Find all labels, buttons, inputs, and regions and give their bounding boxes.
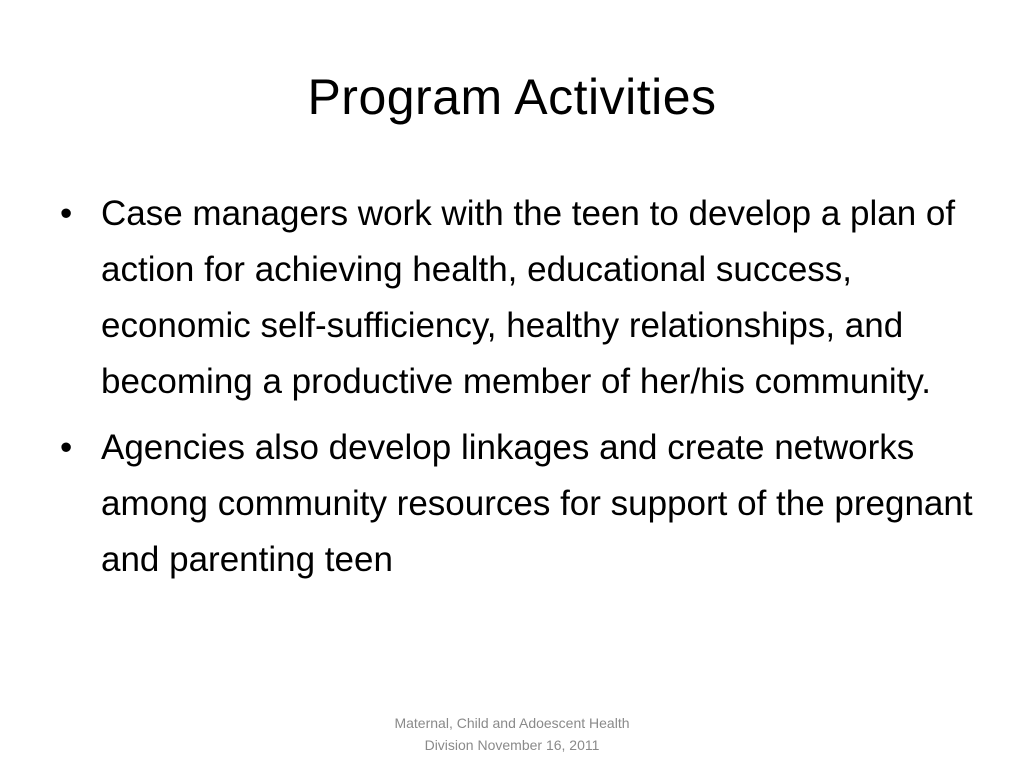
footer-line: Division November 16, 2011	[424, 737, 600, 753]
bullet-text: Case managers work with the teen to develop a plan of action for achieving health, educational success, economic self-sufficiency, healthy relationships, and becoming a productive member of her/his community.	[101, 194, 956, 401]
footer-line: Maternal, Child and Adoescent Health	[394, 715, 630, 731]
bullet-icon: •	[60, 194, 73, 233]
slide-title: Program Activities	[307, 69, 717, 125]
slide-footer	[312, 712, 712, 756]
bullet-item	[60, 186, 980, 410]
bullet-list	[60, 186, 980, 598]
bullet-icon: •	[60, 428, 73, 467]
bullet-item	[60, 420, 980, 588]
bullet-text: Agencies also develop linkages and create networks among community resources for support of the pregnant and parenting teen	[101, 428, 973, 579]
